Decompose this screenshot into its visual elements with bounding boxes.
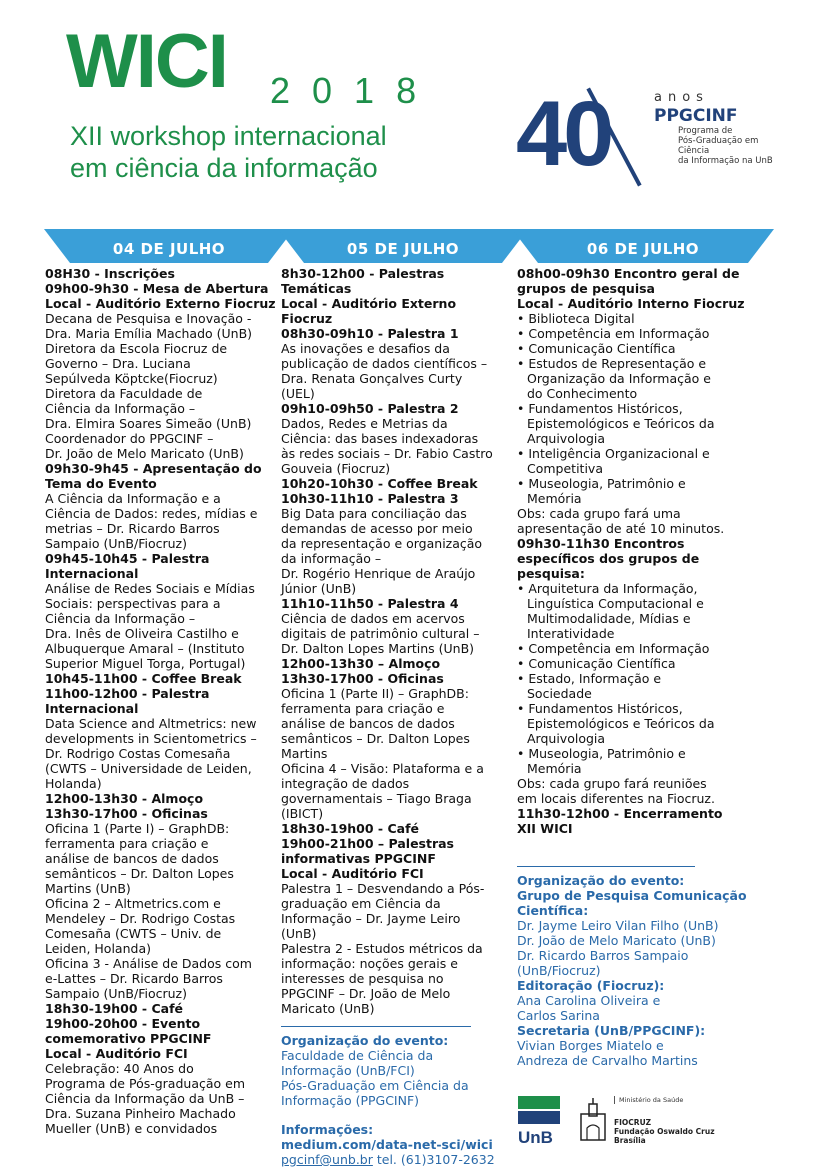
schedule-text: às redes sociais – Dr. Fabio Castro: [281, 446, 493, 461]
schedule-day-2: [281, 266, 501, 1016]
schedule-heading: 10h45-11h00 - Coffee Break: [45, 671, 242, 686]
topic-item: Arquivologia: [527, 731, 606, 746]
topic-item: Organização da Informação e: [527, 371, 711, 386]
schedule-text: Ciência da Informação –: [45, 401, 196, 416]
schedule-heading: Local - Auditório FCI: [281, 866, 424, 881]
fiocruz-name: FIOCRUZ: [614, 1118, 652, 1127]
schedule-heading: 19h00-20h00 - Evento: [45, 1016, 201, 1031]
topic-item: • Inteligência Organizacional e: [517, 446, 710, 461]
schedule-heading: 11h30-12h00 - Encerramento: [517, 806, 723, 821]
schedule-text: informação: noções gerais e: [281, 956, 458, 971]
schedule-text: (UEL): [281, 386, 315, 401]
schedule-heading: Local - Auditório Interno Fiocruz: [517, 296, 745, 311]
schedule-text: (UnB): [281, 926, 317, 941]
schedule-heading: 12h00-13h30 – Almoço: [281, 656, 441, 671]
schedule-text: Oficina 4 – Visão: Plataforma e a: [281, 761, 484, 776]
topic-item: Memória: [527, 761, 582, 776]
schedule-text: PPGCINF – Dr. João de Melo: [281, 986, 451, 1001]
divider: [281, 1026, 471, 1027]
schedule-heading: Local - Auditório Externo Fiocruz: [45, 296, 276, 311]
schedule-text: Vivian Borges Miatelo e: [517, 1038, 664, 1053]
schedule-text: semânticos – Dr. Dalton Lopes: [281, 731, 470, 746]
unb-label: UnB: [518, 1128, 553, 1147]
brasilia-label: Brasília: [614, 1136, 646, 1145]
ministerio-label: Ministério da Saúde: [614, 1096, 683, 1104]
schedule-text: integração de dados: [281, 776, 410, 791]
ppgcinf-desc-line: Pós-Graduação em Ciência: [678, 136, 759, 156]
schedule-text: Palestra 2 - Estudos métricos da: [281, 941, 483, 956]
schedule-text: (IBICT): [281, 806, 324, 821]
schedule-text: Dra. Renata Gonçalves Curty: [281, 371, 463, 386]
schedule-text: Científica:: [517, 903, 589, 918]
schedule-text: Ciência: das bases indexadoras: [281, 431, 479, 446]
schedule-heading: 18h30-19h00 - Café: [281, 821, 419, 836]
schedule-text: Ciência de dados em acervos: [281, 611, 465, 626]
schedule-text: Dra. Suzana Pinheiro Machado: [45, 1106, 236, 1121]
topic-item: • Museologia, Patrimônio e: [517, 746, 686, 761]
schedule-text: Gouveia (Fiocruz): [281, 461, 391, 476]
schedule-text: Oficina 1 (Parte II) – GraphDB:: [281, 686, 469, 701]
fiocruz-logo: [578, 1092, 728, 1148]
schedule-text: Andreza de Carvalho Martins: [517, 1053, 698, 1068]
org-line: Informação (UnB/FCI): [281, 1063, 415, 1078]
subtitle-line-1: XII workshop internacional: [70, 121, 387, 151]
schedule-heading: 09h30-11h30 Encontros: [517, 536, 685, 551]
schedule-text: Albuquerque Amaral – (Instituto: [45, 641, 245, 656]
schedule-text: Dr. João de Melo Maricato (UnB): [517, 933, 716, 948]
event-year: 2018: [270, 70, 439, 111]
schedule-text: governamentais – Tiago Braga: [281, 791, 472, 806]
schedule-heading: comemorativo PPGCINF: [45, 1031, 212, 1046]
topic-item: • Biblioteca Digital: [517, 311, 635, 326]
topic-item: • Estudos de Representação e: [517, 356, 707, 371]
schedule-text: Editoração (Fiocruz):: [517, 978, 665, 993]
ppgcinf-desc-line: Programa de: [678, 126, 733, 136]
topic-item: • Museologia, Patrimônio e: [517, 476, 686, 491]
schedule-text: Organização do evento:: [517, 873, 685, 888]
topic-item: do Conhecimento: [527, 386, 638, 401]
schedule-text: interesses de pesquisa no: [281, 971, 444, 986]
schedule-text: Diretora da Escola Fiocruz de: [45, 341, 228, 356]
schedule-text: Holanda): [45, 776, 102, 791]
topic-item: Interatividade: [527, 626, 615, 641]
schedule-text: análise de bancos de dados: [45, 851, 219, 866]
schedule-heading: específicos dos grupos de: [517, 551, 700, 566]
schedule-day-2-wrapper: [281, 266, 501, 1167]
day-banner-2: [278, 229, 528, 263]
anos-label: anos: [654, 90, 709, 105]
schedule-text: Sepúlveda Köptcke(Fiocruz): [45, 371, 218, 386]
schedule-text: em locais diferentes na Fiocruz.: [517, 791, 715, 806]
schedule-text: Ana Carolina Oliveira e: [517, 993, 661, 1008]
phone-number: tel. (61)3107-2632: [372, 1152, 495, 1167]
schedule-text: da informação –: [281, 551, 382, 566]
schedule-text: Secretaria (UnB/PPGCINF):: [517, 1023, 706, 1038]
schedule-text: Dra. Maria Emília Machado (UnB): [45, 326, 253, 341]
schedule-text: Mueller (UnB) e convidados: [45, 1121, 218, 1136]
topic-item: • Comunicação Científica: [517, 341, 676, 356]
schedule-text: Carlos Sarina: [517, 1008, 600, 1023]
org-heading: Organização do evento:: [281, 1033, 449, 1048]
schedule-text: Sociais: perspectivas para a: [45, 596, 221, 611]
schedule-heading: 11h10-11h50 - Palestra 4: [281, 596, 459, 611]
schedule-text: e-Lattes – Dr. Ricardo Barros: [45, 971, 223, 986]
schedule-heading: 11h00-12h00 - Palestra: [45, 686, 210, 701]
schedule-text: demandas de acesso por meio: [281, 521, 473, 536]
schedule-heading: pesquisa:: [517, 566, 585, 581]
schedule-text: Oficina 1 (Parte I) – GraphDB:: [45, 821, 230, 836]
schedule-text: As inovações e desafios da: [281, 341, 450, 356]
schedule-text: graduação em Ciência da: [281, 896, 441, 911]
schedule-heading: 12h00-13h30 - Almoço: [45, 791, 204, 806]
schedule-text: Análise de Redes Sociais e Mídias: [45, 581, 255, 596]
schedule-heading: 09h00-9h30 - Mesa de Abertura: [45, 281, 269, 296]
schedule-heading: 18h30-19h00 - Café: [45, 1001, 183, 1016]
topic-item: Linguística Computacional e: [527, 596, 704, 611]
subtitle-line-2: em ciência da informação: [70, 153, 378, 183]
schedule-text: Sampaio (UnB/Fiocruz): [45, 986, 187, 1001]
schedule-text: Mendeley – Dr. Rodrigo Costas: [45, 911, 236, 926]
info-url-link[interactable]: medium.com/data-net-sci/wici: [281, 1137, 493, 1152]
schedule-heading: 08h00-09h30 Encontro geral de: [517, 266, 740, 281]
schedule-text: Data Science and Altmetrics: new: [45, 716, 257, 731]
topic-item: Competitiva: [527, 461, 603, 476]
event-subtitle: [70, 120, 387, 184]
schedule-text: Dados, Redes e Metrias da: [281, 416, 448, 431]
schedule-text: Dra. Inês de Oliveira Castilho e: [45, 626, 239, 641]
topic-item: Memória: [527, 491, 582, 506]
day-banner-1: [44, 229, 294, 263]
schedule-heading: 8h30-12h00 - Palestras Temáticas: [281, 266, 445, 296]
schedule-day-3: [517, 266, 767, 836]
schedule-heading: informativas PPGCINF: [281, 851, 436, 866]
schedule-text: Ciência da Informação –: [45, 611, 196, 626]
schedule-text: Dr. Jayme Leiro Vilan Filho (UnB): [517, 918, 719, 933]
ppgcinf-40-anos-logo: [516, 83, 776, 188]
schedule-heading: 13h30-17h00 - Oficinas: [45, 806, 208, 821]
schedule-text: Decana de Pesquisa e Inovação -: [45, 311, 252, 326]
ppgcinf-description: [678, 126, 788, 166]
schedule-heading: 10h20-10h30 - Coffee Break: [281, 476, 478, 491]
schedule-text: Martins (UnB): [45, 881, 131, 896]
divider: [517, 866, 695, 867]
fiocruz-castle-icon: [578, 1096, 608, 1144]
schedule-text: (CWTS – Universidade de Leiden,: [45, 761, 252, 776]
spacer: [281, 1108, 501, 1122]
schedule-heading: Tema do Evento: [45, 476, 157, 491]
schedule-text: Dra. Elmira Soares Simeão (UnB): [45, 416, 252, 431]
schedule-text: Sampaio (UnB/Fiocruz): [45, 536, 187, 551]
topic-item: • Competência em Informação: [517, 326, 710, 341]
topic-item: Epistemológicos e Teóricos da: [527, 716, 715, 731]
schedule-text: Coordenador do PPGCINF –: [45, 431, 214, 446]
schedule-heading: 09h45-10h45 - Palestra: [45, 551, 210, 566]
schedule-text: Júnior (UnB): [281, 581, 357, 596]
topic-item: • Comunicação Científica: [517, 656, 676, 671]
schedule-text: A Ciência da Informação e a: [45, 491, 221, 506]
schedule-text: Dr. Dalton Lopes Martins (UnB): [281, 641, 475, 656]
schedule-text: Dr. Rodrigo Costas Comesaña: [45, 746, 231, 761]
topic-item: • Competência em Informação: [517, 641, 710, 656]
schedule-text: Ciência da Informação da UnB –: [45, 1091, 245, 1106]
org-line: Faculdade de Ciência da: [281, 1048, 434, 1063]
day-banner-label: 05 DE JULHO: [346, 240, 460, 258]
schedule-text: apresentação de até 10 minutos.: [517, 521, 725, 536]
schedule-text: ferramenta para criação e: [45, 836, 209, 851]
schedule-heading: Local - Auditório Externo Fiocruz: [281, 296, 457, 326]
info-heading: Informações:: [281, 1122, 374, 1137]
topic-item: Epistemológicos e Teóricos da: [527, 416, 715, 431]
day-banner-3: [512, 229, 774, 263]
schedule-heading: Internacional: [45, 701, 139, 716]
schedule-text: Celebração: 40 Anos do: [45, 1061, 194, 1076]
schedule-text: Big Data para conciliação das: [281, 506, 467, 521]
schedule-heading: 09h10-09h50 - Palestra 2: [281, 401, 459, 416]
schedule-heading: 19h00-21h00 – Palestras: [281, 836, 454, 851]
schedule-text: Dr. João de Melo Maricato (UnB): [45, 446, 244, 461]
schedule-text: Obs: cada grupo fará uma: [517, 506, 681, 521]
schedule-text: Dr. Ricardo Barros Sampaio: [517, 948, 689, 963]
organization-credits: [517, 873, 767, 1068]
schedule-heading: Internacional: [45, 566, 139, 581]
day-banner-label: 04 DE JULHO: [112, 240, 226, 258]
schedule-text: Dr. Rogério Henrique de Araújo: [281, 566, 476, 581]
schedule-text: Superior Miguel Torga, Portugal): [45, 656, 246, 671]
schedule-text: Oficina 3 - Análise de Dados com: [45, 956, 252, 971]
schedule-heading: 08h30-09h10 - Palestra 1: [281, 326, 459, 341]
anos-number: 40: [516, 83, 611, 185]
schedule-text: Programa de Pós-graduação em: [45, 1076, 246, 1091]
unb-logo: [518, 1096, 560, 1148]
schedule-text: Martins: [281, 746, 328, 761]
schedule-text: Governo – Dra. Luciana: [45, 356, 191, 371]
topic-item: Arquivologia: [527, 431, 606, 446]
org-line: Informação (PPGCINF): [281, 1093, 420, 1108]
schedule-heading: 13h30-17h00 - Oficinas: [281, 671, 444, 686]
unb-emblem-icon: [518, 1096, 560, 1126]
schedule-text: Grupo de Pesquisa Comunicação: [517, 888, 747, 903]
schedule-text: metrias – Dr. Ricardo Barros: [45, 521, 220, 536]
schedule-text: (UnB/Fiocruz): [517, 963, 601, 978]
wici-logo: WICI: [66, 19, 227, 104]
schedule-day-3-wrapper: [517, 266, 767, 1068]
schedule-heading: 10h30-11h10 - Palestra 3: [281, 491, 459, 506]
schedule-text: semânticos – Dr. Dalton Lopes: [45, 866, 234, 881]
fundacao-name: Fundação Oswaldo Cruz: [614, 1127, 715, 1136]
schedule-text: Informação – Dr. Jayme Leiro: [281, 911, 461, 926]
day-banner-label: 06 DE JULHO: [586, 240, 700, 258]
topic-item: • Fundamentos Históricos,: [517, 701, 683, 716]
schedule-text: publicação de dados científicos –: [281, 356, 488, 371]
schedule-heading: 09h30-9h45 - Apresentação do: [45, 461, 262, 476]
schedule-text: Comesaña (CWTS – Univ. de: [45, 926, 222, 941]
topic-item: Multimodalidade, Mídias e: [527, 611, 691, 626]
schedule-text: Maricato (UnB): [281, 1001, 375, 1016]
schedule-text: Ciência de Dados: redes, mídias e: [45, 506, 258, 521]
schedule-heading: 08H30 - Inscrições: [45, 266, 175, 281]
schedule-text: ferramenta para criação e: [281, 701, 445, 716]
ppgcinf-name: PPGCINF: [654, 106, 738, 126]
email-link[interactable]: pgcinf@unb.br: [281, 1152, 373, 1167]
schedule-text: Oficina 2 – Altmetrics.com e: [45, 896, 221, 911]
schedule-day-1: [45, 266, 285, 1136]
schedule-text: análise de bancos de dados: [281, 716, 455, 731]
org-line: Pós-Graduação em Ciência da: [281, 1078, 469, 1093]
topic-item: • Arquitetura da Informação,: [517, 581, 698, 596]
schedule-heading: Local - Auditório FCI: [45, 1046, 188, 1061]
schedule-text: da representação e organização: [281, 536, 483, 551]
schedule-text: Leiden, Holanda): [45, 941, 151, 956]
topic-item: • Estado, Informação e: [517, 671, 662, 686]
schedule-text: Obs: cada grupo fará reuniões: [517, 776, 707, 791]
schedule-text: developments in Scientometrics –: [45, 731, 257, 746]
schedule-text: Palestra 1 – Desvendando a Pós-: [281, 881, 485, 896]
schedule-text: Diretora da Faculdade de: [45, 386, 203, 401]
schedule-text: digitais de patrimônio cultural –: [281, 626, 480, 641]
fiocruz-text: [614, 1118, 715, 1145]
schedule-heading: grupos de pesquisa: [517, 281, 655, 296]
topic-item: Sociedade: [527, 686, 592, 701]
ppgcinf-desc-line: da Informação na UnB: [678, 156, 773, 166]
topic-item: • Fundamentos Históricos,: [517, 401, 683, 416]
contact-line: [281, 1152, 501, 1167]
schedule-heading: XII WICI: [517, 821, 573, 836]
